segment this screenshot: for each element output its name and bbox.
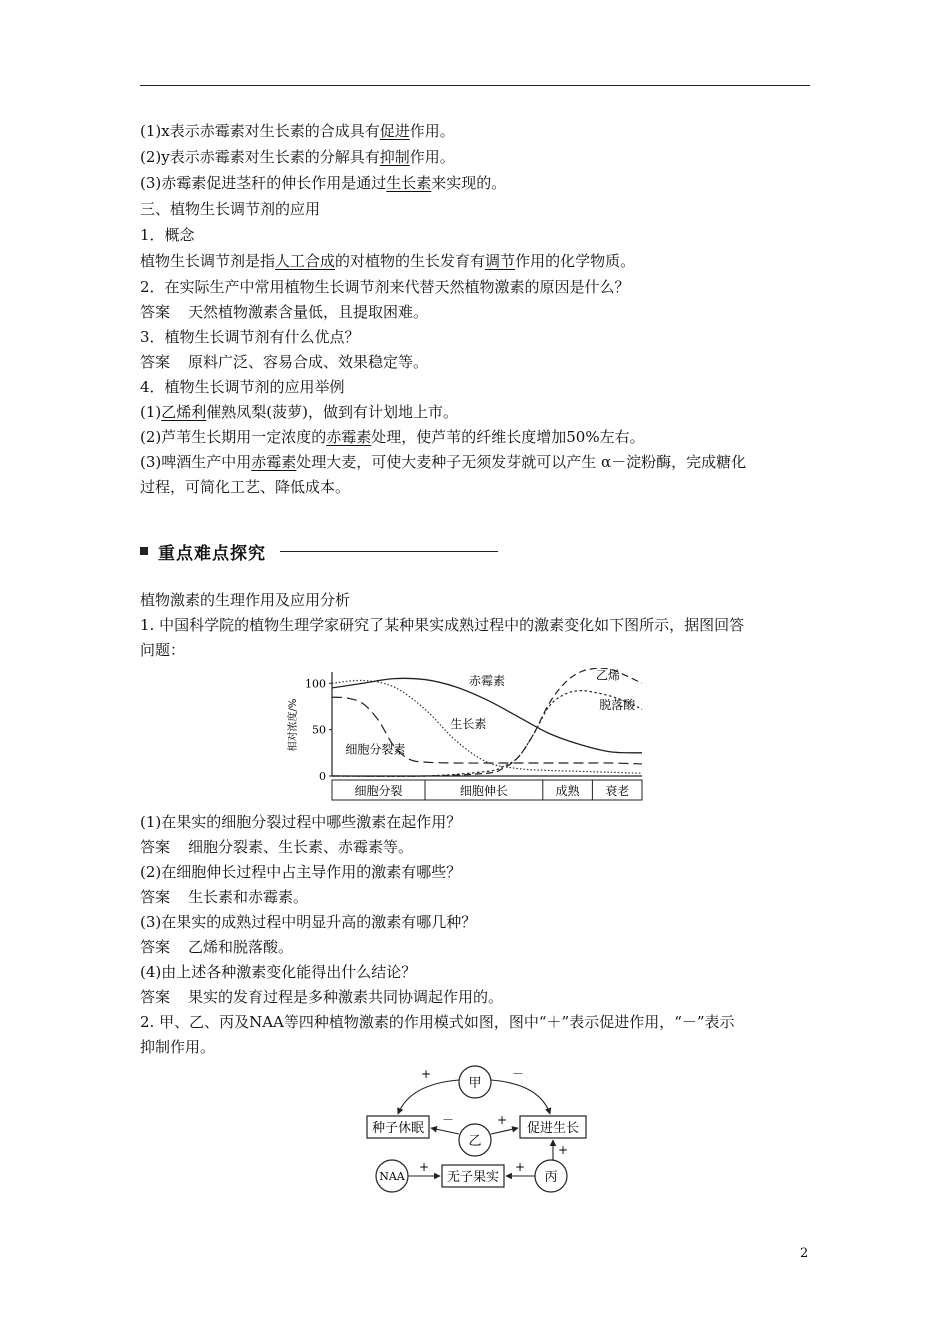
sign-jia-growth: － xyxy=(511,1067,525,1081)
q1-sub4-question: (4)由上述各种激素变化能得出什么结论？ xyxy=(140,963,417,981)
q1-sub1-answer: 答案 细胞分裂素、生长素、赤霉素等。 xyxy=(140,838,414,856)
node-jia-label: 甲 xyxy=(468,1076,482,1091)
arrow-jia-growth xyxy=(491,1080,550,1114)
box-dormancy-label: 种子休眠 xyxy=(371,1121,425,1136)
sign-yi-growth: + xyxy=(496,1113,508,1127)
q1-sub2-answer: 答案 生长素和赤霉素。 xyxy=(140,888,309,906)
section-rule xyxy=(280,551,498,552)
y-tick-label: 50 xyxy=(312,723,326,737)
q1-sub3-answer: 答案 乙烯和脱落酸。 xyxy=(140,938,294,956)
intro-line-3: (3)赤霉素促进茎秆的伸长作用是通过生长素来实现的。 xyxy=(140,174,507,192)
part3-definition: 植物生长调节剂是指人工合成的对植物的生长发育有调节作用的化学物质。 xyxy=(140,252,636,270)
stage-label: 衰老 xyxy=(605,784,630,798)
q2-stem-a: 2. 甲、乙、丙及NAA等四种植物激素的作用模式如图，图中“＋”表示促进作用，“－”表示 xyxy=(140,1013,735,1031)
y-axis-label: 相对浓度/% xyxy=(288,698,299,752)
series-line xyxy=(332,680,642,773)
intro-line-1: (1)x表示赤霉素对生长素的合成具有促进作用。 xyxy=(140,122,455,140)
box-seedless-label: 无子果实 xyxy=(446,1170,500,1185)
part3-a2: 答案 天然植物激素含量低，且提取困难。 xyxy=(140,303,429,321)
q1-sub2-question: (2)在细胞伸长过程中占主导作用的激素有哪些？ xyxy=(140,863,462,881)
section-bullet-icon xyxy=(140,547,148,555)
part3-example-2: (2)芦苇生长期用一定浓度的赤霉素处理，使芦苇的纤维长度增加50%左右。 xyxy=(140,428,645,446)
q1-stem-b: 问题： xyxy=(140,641,186,659)
sign-bing-seedless: + xyxy=(514,1160,526,1174)
part3-s4: 4．植物生长调节剂的应用举例 xyxy=(140,378,345,396)
part3-example-1: (1)乙烯利催熟凤梨(菠萝)，做到有计划地上市。 xyxy=(140,403,458,421)
sign-yi-dormancy: － xyxy=(441,1113,455,1127)
sign-jia-dormancy: + xyxy=(420,1067,432,1081)
y-tick-label: 100 xyxy=(305,677,326,691)
node-yi-label: 乙 xyxy=(468,1134,482,1149)
stage-label: 细胞伸长 xyxy=(459,784,508,798)
part3-heading: 三、植物生长调节剂的应用 xyxy=(140,200,321,218)
section-title: 重点难点探究 xyxy=(158,543,266,564)
series-line xyxy=(332,678,642,753)
q1-sub4-answer: 答案 果实的发育过程是多种激素共同协调起作用的。 xyxy=(140,988,504,1006)
series-label: 细胞分裂素 xyxy=(345,742,406,757)
topic-title: 植物激素的生理作用及应用分析 xyxy=(140,591,351,609)
q1-stem-a: 1. 中国科学院的植物生理学家研究了某种果实成熟过程中的激素变化如下图所示，据图回答 xyxy=(140,616,745,634)
series-label: 乙烯 xyxy=(595,668,620,683)
hormone-chart xyxy=(282,668,662,808)
node-bing-label: 丙 xyxy=(544,1170,558,1185)
stage-label: 成熟 xyxy=(555,784,580,798)
series-label: 生长素 xyxy=(450,716,487,731)
part3-example-3-cont: 过程，可简化工艺、降低成本。 xyxy=(140,478,351,496)
page-number: 2 xyxy=(800,1246,809,1261)
arrow-yi-dormancy xyxy=(431,1128,459,1134)
series-label: 脱落酸 xyxy=(599,698,636,713)
q1-sub1-question: (1)在果实的细胞分裂过程中哪些激素在起作用？ xyxy=(140,813,462,831)
part3-a3: 答案 原料广泛、容易合成、效果稳定等。 xyxy=(140,353,429,371)
box-growth-label: 促进生长 xyxy=(526,1121,580,1136)
sign-bing-growth: + xyxy=(557,1143,569,1157)
part3-example-3: (3)啤酒生产中用赤霉素处理大麦，可使大麦种子无须发芽就可以产生 α－淀粉酶，完成糖化 xyxy=(140,453,747,471)
intro-line-2: (2)y表示赤霉素对生长素的分解具有抑制作用。 xyxy=(140,148,455,166)
sign-naa-seedless: + xyxy=(418,1160,430,1174)
y-tick-label: 0 xyxy=(319,770,326,783)
part3-s1: 1．概念 xyxy=(140,226,195,244)
stage-label: 细胞分裂 xyxy=(354,784,403,798)
q1-sub3-question: (3)在果实的成熟过程中明显升高的激素有哪几种？ xyxy=(140,913,477,931)
series-label: 赤霉素 xyxy=(468,674,506,689)
section-heading xyxy=(140,536,498,566)
arrow-jia-dormancy xyxy=(398,1080,459,1114)
part3-q2: 2．在实际生产中常用植物生长调节剂来代替天然植物激素的原因是什么？ xyxy=(140,278,630,296)
header-rule xyxy=(140,85,810,86)
part3-q3: 3．植物生长调节剂有什么优点？ xyxy=(140,328,360,346)
node-naa-label: NAA xyxy=(379,1170,405,1183)
hormone-action-diagram xyxy=(360,1062,600,1202)
arrow-yi-growth xyxy=(491,1128,518,1134)
q2-stem-b: 抑制作用。 xyxy=(140,1038,216,1056)
